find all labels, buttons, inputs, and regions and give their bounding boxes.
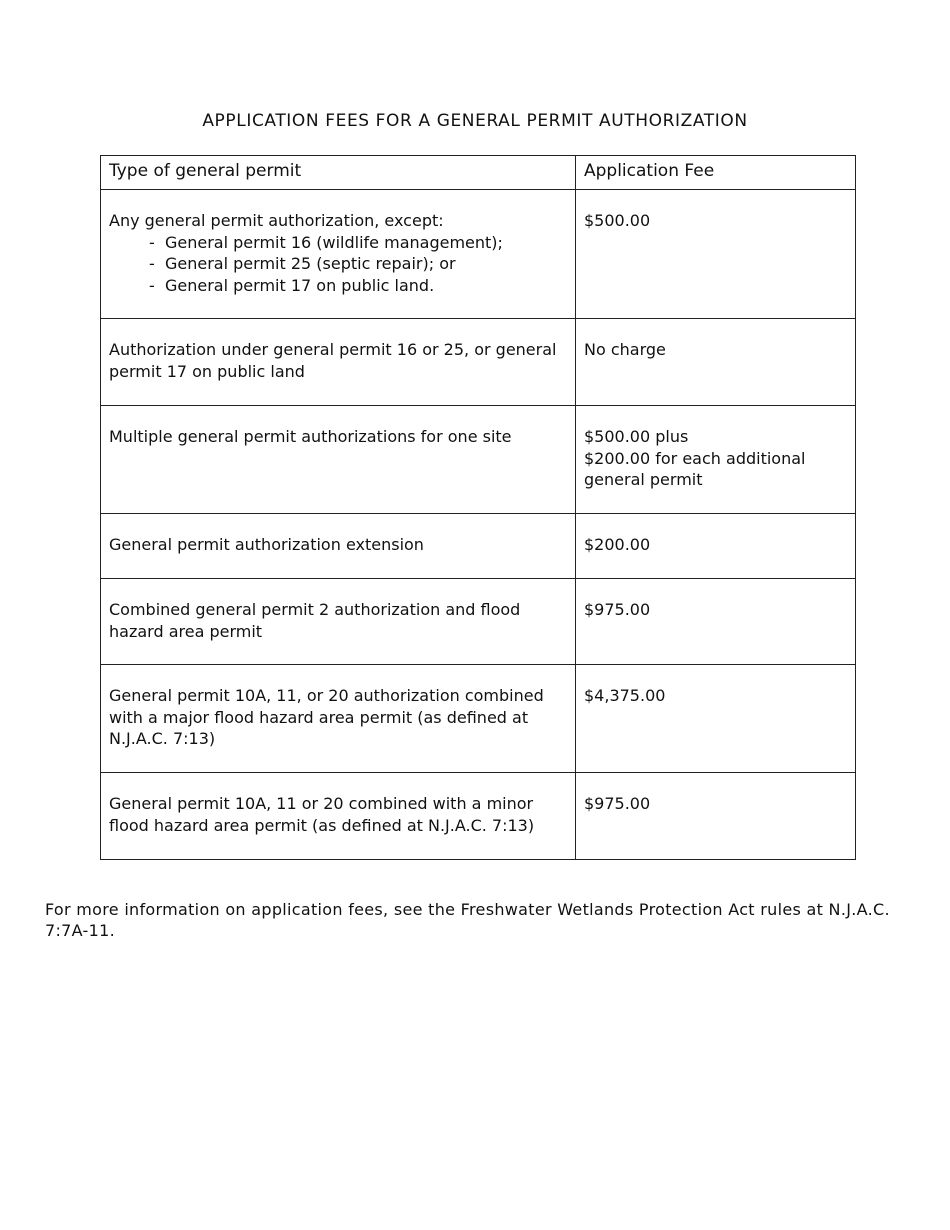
fee-line: $200.00 for each additional general permit — [584, 448, 806, 489]
exceptions-list — [109, 232, 567, 297]
permit-type-cell: General permit 10A, 11, or 20 authorization combined with a major flood hazard area permit (as defined at N.J.A.C. 7:13) — [101, 665, 576, 773]
permit-type-cell: Authorization under general permit 16 or 25, or general permit 17 on public land — [101, 319, 576, 406]
column-header-type: Type of general permit — [101, 156, 576, 190]
page-title: APPLICATION FEES FOR A GENERAL PERMIT AUTHORIZATION — [202, 111, 748, 131]
list-item: - General permit 16 (wildlife management); — [149, 232, 567, 254]
fee-cell: $200.00 — [576, 514, 856, 579]
list-item: - General permit 17 on public land. — [149, 275, 567, 297]
fee-cell: $500.00 — [576, 190, 856, 319]
column-header-fee: Application Fee — [576, 156, 856, 190]
table-row — [101, 190, 856, 319]
permit-type-cell: Combined general permit 2 authorization and flood hazard area permit — [101, 579, 576, 665]
fee-table — [100, 155, 856, 860]
fee-line: $500.00 plus — [584, 427, 689, 446]
table-row — [101, 319, 856, 406]
table-header-row — [101, 156, 856, 190]
fee-cell: No charge — [576, 319, 856, 406]
permit-type-cell — [101, 190, 576, 319]
permit-type-text: Any general permit authorization, except: — [109, 211, 444, 230]
fee-cell — [576, 406, 856, 514]
table-row — [101, 406, 856, 514]
permit-type-cell: Multiple general permit authorizations for one site — [101, 406, 576, 514]
table-row — [101, 514, 856, 579]
fee-cell: $4,375.00 — [576, 665, 856, 773]
table-row — [101, 579, 856, 665]
permit-type-cell: General permit authorization extension — [101, 514, 576, 579]
fee-cell: $975.00 — [576, 773, 856, 860]
fee-cell: $975.00 — [576, 579, 856, 665]
footnote: For more information on application fees, see the Freshwater Wetlands Protection Act rules at N.J.A.C. 7:7A-11. — [45, 900, 890, 940]
table-row — [101, 773, 856, 860]
list-item: - General permit 25 (septic repair); or — [149, 253, 567, 275]
table-row — [101, 665, 856, 773]
permit-type-cell: General permit 10A, 11 or 20 combined with a minor flood hazard area permit (as defined at N.J.A.C. 7:13) — [101, 773, 576, 860]
